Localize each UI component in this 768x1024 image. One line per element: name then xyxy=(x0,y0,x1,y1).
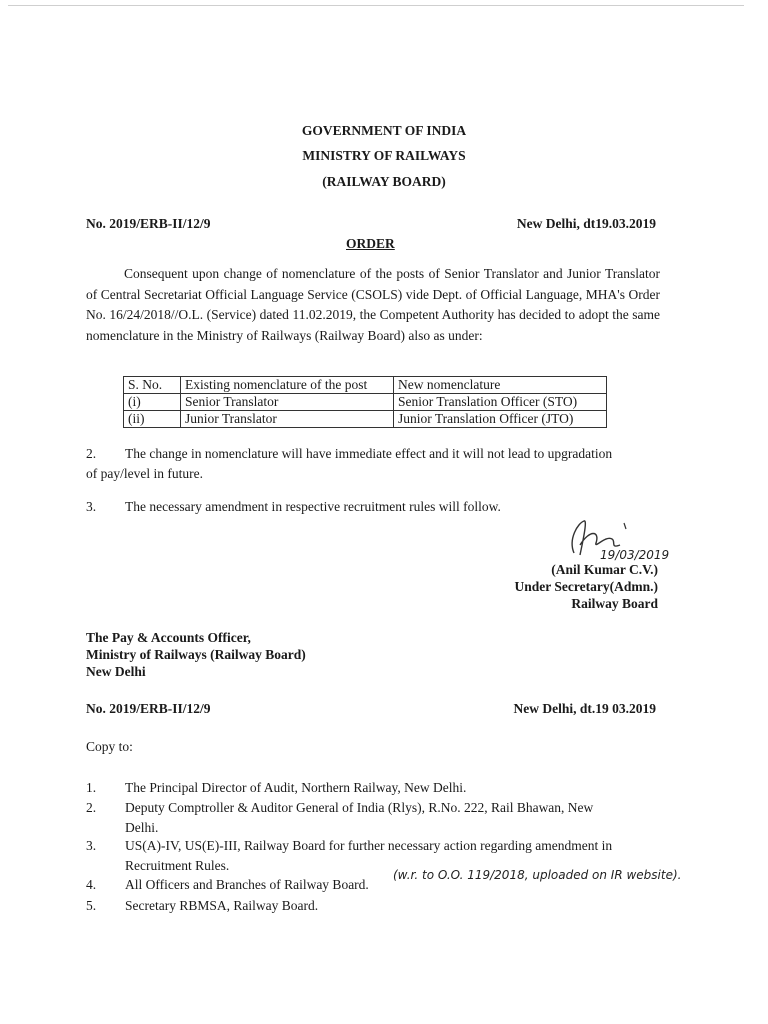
addressee-line-2: Ministry of Railways (Railway Board) xyxy=(86,647,306,662)
table-header-cell: S. No. xyxy=(124,377,181,394)
para-3-text: The necessary amendment in respective recruitment rules will follow. xyxy=(125,499,501,514)
copy-ref-date: New Delhi, dt.19 03.2019 xyxy=(513,701,656,716)
addressee-line-3: New Delhi xyxy=(86,664,146,679)
para-2-text-cont: of pay/level in future. xyxy=(86,466,203,481)
copy-item-number: 4. xyxy=(86,877,97,892)
order-number: No. 2019/ERB-II/12/9 xyxy=(86,216,211,231)
para-2-text: The change in nomenclature will have immediate effect and it will not lead to upgradation xyxy=(125,446,613,461)
table-header-row xyxy=(124,377,607,394)
copy-item-number: 3. xyxy=(86,838,97,853)
copy-item-number: 1. xyxy=(86,780,97,795)
copy-item-number: 2. xyxy=(86,800,97,815)
scan-top-edge xyxy=(8,5,744,6)
signature-date-handwritten: 19/03/2019 xyxy=(600,548,670,562)
table-cell: (i) xyxy=(124,394,181,411)
copy-item-number: 5. xyxy=(86,898,97,913)
paragraph-1 xyxy=(86,264,660,346)
order-title: ORDER xyxy=(346,236,395,251)
table-header-cell: New nomenclature xyxy=(394,377,607,394)
table-cell: (ii) xyxy=(124,411,181,428)
order-date: New Delhi, dt19.03.2019 xyxy=(516,216,656,231)
copy-item-text: Secretary RBMSA, Railway Board. xyxy=(125,898,319,913)
table-cell: Senior Translation Officer (STO) xyxy=(394,394,607,411)
table-cell: Junior Translator xyxy=(181,411,394,428)
copy-item-text: The Principal Director of Audit, Northern Railway, New Delhi. xyxy=(125,780,467,795)
nomenclature-table xyxy=(123,376,607,428)
copy-item-text: US(A)-IV, US(E)-III, Railway Board for further necessary action regarding amendment in xyxy=(125,838,613,853)
table-header-cell: Existing nomenclature of the post xyxy=(181,377,394,394)
signatory-designation: Under Secretary(Admn.) xyxy=(514,579,658,594)
signatory-name: (Anil Kumar C.V.) xyxy=(551,562,658,577)
header-board: (RAILWAY BOARD) xyxy=(322,174,446,189)
table-cell: Junior Translation Officer (JTO) xyxy=(394,411,607,428)
table-row xyxy=(124,411,607,428)
copy-ref-number: No. 2019/ERB-II/12/9 xyxy=(86,701,211,716)
copy-item-text-cont: Recruitment Rules. xyxy=(125,858,230,873)
header-ministry: MINISTRY OF RAILWAYS xyxy=(302,148,466,163)
table-cell: Senior Translator xyxy=(181,394,394,411)
copy-item-text: All Officers and Branches of Railway Board. xyxy=(125,877,369,892)
para-3-number: 3. xyxy=(86,499,97,514)
copy-to-label: Copy to: xyxy=(86,739,133,754)
addressee-line-1: The Pay & Accounts Officer, xyxy=(86,630,251,645)
header-government: GOVERNMENT OF INDIA xyxy=(301,123,467,138)
copy-item-text-cont: Delhi. xyxy=(125,820,159,835)
handwritten-note: (w.r. to O.O. 119/2018, uploaded on IR website). xyxy=(393,868,682,882)
copy-item-text: Deputy Comptroller & Auditor General of India (Rlys), R.No. 222, Rail Bhawan, New xyxy=(125,800,594,815)
para-2-number: 2. xyxy=(86,446,97,461)
table-row xyxy=(124,394,607,411)
signatory-office: Railway Board xyxy=(571,596,658,611)
paragraph-1-text: Consequent upon change of nomenclature of the posts of Senior Translator and Junior Translator of Central Secretariat Official Language Service (CSOLS) vide Dept. of Official Language, MHA's Order No. 16/24/2018//O.L. (Service) dated 11.02.2019, the Competent Authority has decided to adopt the same nomenclature in the Ministry of Railways (Railway Board) also as under: xyxy=(86,266,660,343)
